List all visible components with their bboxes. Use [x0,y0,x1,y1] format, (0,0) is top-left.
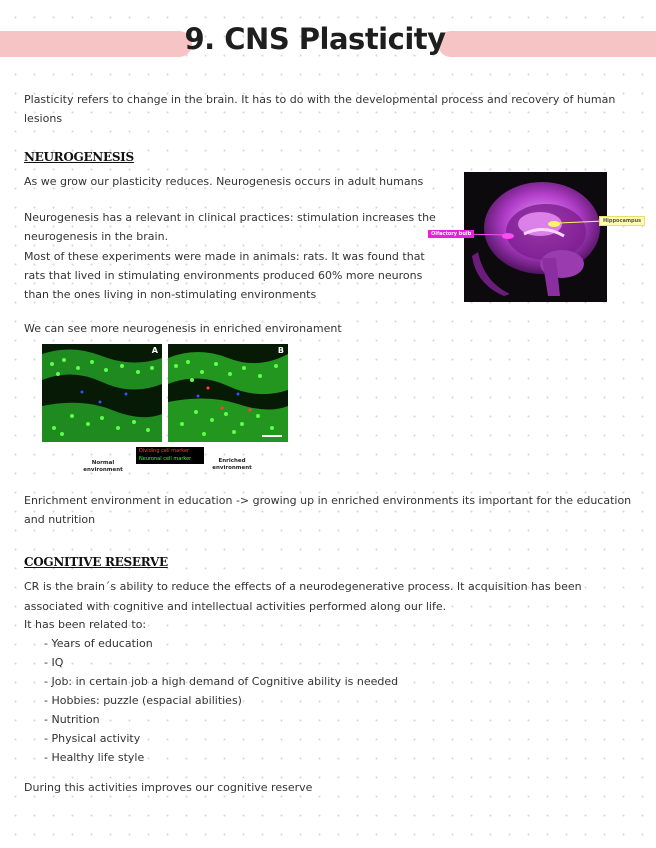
panel-a-letter: A [151,346,158,355]
legend-neuronal-marker: Neuronal cell marker [139,456,192,462]
cognitive-reserve-line-1: CR is the brain´s ability to reduce the effects of a neurodegenerative process. It acquisition has been [24,580,582,593]
brain-mri-image [431,172,642,302]
list-item: - Nutrition [44,710,398,729]
enrichment-line-2: and nutrition [24,513,96,526]
microscopy-panel-b [168,344,288,442]
intro-line-2: lesions [24,112,63,125]
intro-line-1: Plasticity refers to change in the brain. It has to do with the developmental process and recovery of human [24,93,616,106]
cognitive-reserve-heading: COGNITIVE RESERVE [24,555,168,569]
hippocampus-label: Hippocampus [599,216,645,226]
cognitive-reserve-line-3: It has been related to: [24,618,147,631]
neurogenesis-line-5: rats that lived in stimulating environments produced 60% more neurons [24,269,423,282]
microscopy-panel-a [42,344,162,442]
neurogenesis-heading: NEUROGENESIS [24,150,134,164]
caption-enriched-environment: Enriched environment [212,458,252,471]
caption-normal-environment: Normal environment [83,460,123,473]
brain-mri-graphic [464,172,607,302]
list-item: - Healthy life style [44,748,398,767]
neurogenesis-line-7: We can see more neurogenesis in enriched environament [24,322,342,335]
page-title: 9. CNS Plasticity [184,22,446,56]
microscopy-graphic-a [42,344,162,442]
list-item: - IQ [44,653,398,672]
neurogenesis-line-1: As we grow our plasticity reduces. Neurogenesis occurs in adult humans [24,175,424,188]
scale-bar [262,435,282,437]
legend-dividing-marker: Dividing cell marker [139,448,190,454]
cognitive-reserve-line-2: associated with cognitive and intellectual activities performed along our life. [24,600,447,613]
neurogenesis-line-6: than the ones living in non-stimulating environments [24,288,317,301]
olfactory-bulb-label: Olfactory bulb [428,230,474,238]
panel-b-letter: B [277,346,284,355]
enrichment-line-1: Enrichment environment in education -> growing up in enriched environments its important for the education [24,494,632,507]
related-factors-list [44,634,398,767]
list-item: - Physical activity [44,729,398,748]
microscopy-graphic-b [168,344,288,442]
list-item: - Years of education [44,634,398,653]
marker-legend [136,447,204,464]
neurogenesis-line-4: Most of these experiments were made in animals: rats. It was found that [24,250,425,263]
list-item: - Hobbies: puzzle (espacial abilities) [44,691,398,710]
list-item: - Job: in certain job a high demand of Cognitive ability is needed [44,672,398,691]
neurogenesis-line-2: Neurogenesis has a relevant in clinical practices: stimulation increases the [24,211,436,224]
neurogenesis-line-3: neurogenesis in the brain. [24,230,169,243]
cognitive-reserve-closing: During this activities improves our cognitive reserve [24,781,313,794]
